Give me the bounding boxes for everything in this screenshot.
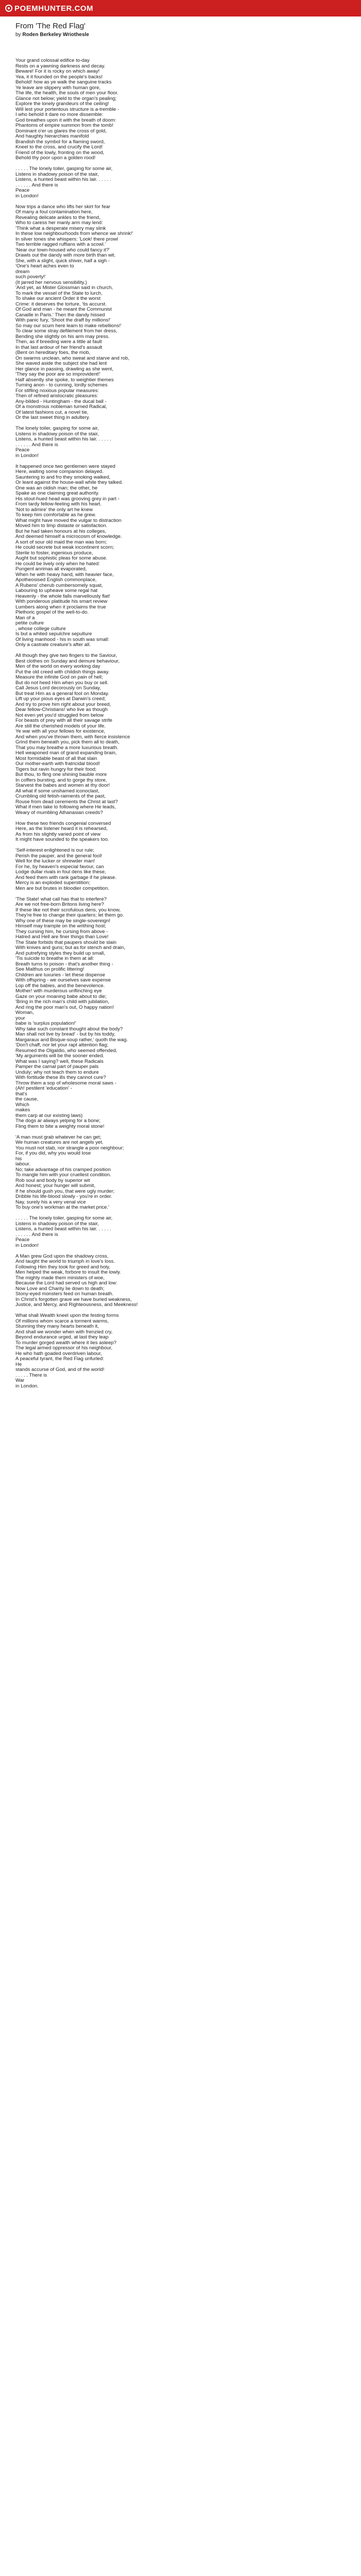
poem-line: The mighty made them ministers of woe, xyxy=(15,1275,105,1281)
poem-line: Brandish the symbol for a flaming sword, xyxy=(15,139,105,145)
poem-line: A peaceful tyrant, the Red Flag unfurled: xyxy=(15,1356,104,1362)
poem-line: them carp at our existing laws) xyxy=(15,1112,83,1118)
poem-line: Then, as if breeding were a little at fault xyxy=(15,339,102,345)
poem-line: 'Bring in the rich man's child with jubilation, xyxy=(15,999,109,1005)
poem-line: Apotheosised English commonplace, xyxy=(15,577,97,583)
poem-line: 'Self-interest enlightened is our rule; xyxy=(15,848,94,853)
poem-line: But he had taken honours at his colleges, xyxy=(15,528,107,534)
poem-line: Men are but brutes in bloodier competition. xyxy=(15,885,109,891)
stanza xyxy=(15,897,346,1130)
poem-line: Lumbers along when it proclaims the true xyxy=(15,604,106,610)
poem-line: Put the old creed with childish things away. xyxy=(15,669,110,675)
poem-line: . . . . . The lonely toiler, gasping for some air, xyxy=(15,1215,113,1221)
poem-line: Glance not below; yield to the organ's pealing; xyxy=(15,95,117,101)
poem-line: Her glance in passing, drawling as she went, xyxy=(15,366,113,372)
poem-line: Plethoric gospel of the well-to-do. xyxy=(15,609,89,615)
poem-line: But treat Him as a general fool on Monday. xyxy=(15,690,109,697)
site-logo[interactable]: POEMHUNTER.COM xyxy=(14,4,93,13)
poem-line: With ponderous platitude his smart review xyxy=(15,599,108,604)
poem-line: stands accurse of God, and of the world! xyxy=(15,1367,105,1372)
poem-line: babe is 'surplus population!' xyxy=(15,1021,76,1026)
poem-line: The legal armed oppressor of his neighbour, xyxy=(15,1345,112,1351)
poem-line: Two terrible ragged ruffians with a scowl.' xyxy=(15,242,106,247)
poem-line: Half absently she spoke, to weightier themes xyxy=(15,377,114,383)
poem-line: God breathes upon it with the breath of doom: xyxy=(15,117,117,123)
poem-line: And honest; your hunger will submit, xyxy=(15,1183,95,1189)
poem-line: We human creatures are not angels yet. xyxy=(15,1140,104,1145)
poem-line: See Malthus on prolific littering! xyxy=(15,967,85,972)
poem-line: Pungent anrimas all evaporated, xyxy=(15,566,87,572)
stanza xyxy=(15,1135,346,1211)
poem-line: Who to caress her manly arm may lend: xyxy=(15,220,103,226)
poem-line: A Man grew God upon the shadowy cross, xyxy=(15,1253,109,1259)
poem-line: Breath turns to poison - that's another thing - xyxy=(15,961,113,967)
poem-line: With fortitude these ills they cannot cure? xyxy=(15,1075,106,1080)
poem-line: Measure the infinite God on pain of hell; xyxy=(15,674,103,680)
poem-line: They cursing him, he cursing from above - xyxy=(15,928,108,935)
poem-line: Peace xyxy=(15,447,30,453)
poem-line: And try to prove him right about your breed, xyxy=(15,701,111,707)
poem-line: Fling them to bite a weighty moral stone! xyxy=(15,1123,105,1129)
poem-line: in London! xyxy=(15,193,39,199)
stanza xyxy=(15,1216,346,1248)
poem-line: Here, waiting some companion delayed. xyxy=(15,469,104,474)
poem-line: Unduly; why not teach them to endure xyxy=(15,1069,99,1075)
poem-line: What was I saying? well, these Radicals xyxy=(15,1058,104,1064)
poem-line: Stunning they many hearts beneath it, xyxy=(15,1324,99,1329)
poem-line: The dogs ar always yelping for a bone; xyxy=(15,1118,101,1124)
poem-line: 'A man must grab whatever he can get; xyxy=(15,1134,102,1140)
poem-line: What might have moved the vulgar to distraction xyxy=(15,517,122,523)
poem-line: One was an oldish man; the other, he xyxy=(15,485,97,491)
poem-line: Rests on a yawning darkness and decay. xyxy=(15,63,106,69)
poem-line: Here, as the listener heard it is rehearsed, xyxy=(15,826,108,832)
poem-line: Kneel to the cross, and crucify the Lord! xyxy=(15,144,103,150)
poem-line: Beyond endurance urged, at last they leap xyxy=(15,1334,109,1340)
poem-line: Yea, it it founded on the people's backs! xyxy=(15,74,103,80)
poem-line: Listens in shadowy poison of the stair, xyxy=(15,431,99,437)
poem-line: (It jarred her nervous sensibility.) xyxy=(15,279,87,285)
poem-line: A sort of sour old maid the man was born; xyxy=(15,539,107,545)
poem-line: Of millions whom scarce a torment warms, xyxy=(15,1318,109,1324)
poem-line: in London! xyxy=(15,1242,39,1248)
poem-line: If these like not their scrofulous dens, you know, xyxy=(15,907,121,913)
poem-line: (Ah! pestilent 'education' - xyxy=(15,1086,72,1091)
poem-line: His stout-hued head was grooving grey in part - xyxy=(15,496,120,502)
stanza xyxy=(15,58,346,161)
poem-line: 'My arguments will be the sooner ended. xyxy=(15,1053,104,1059)
stanza xyxy=(15,821,346,843)
poem-line: He could secrete but weak incontinent scorn; xyxy=(15,545,114,550)
poem-line: that's xyxy=(15,1091,27,1097)
poem-line: Man of a xyxy=(15,615,35,621)
poem-line: Friend of the lowly, fronting on the wood, xyxy=(15,149,105,156)
poem-line: Dribble his life-blood slowly - you're in order. xyxy=(15,1194,112,1199)
poem-line: To clear some stray defilement from her dress, xyxy=(15,328,118,334)
poem-line: Of living manhood - his in south was small: xyxy=(15,636,109,642)
poem-line: All though they give two fingers to the Saviour, xyxy=(15,653,117,658)
poem-line: The life, the health, the souls of men your floor. xyxy=(15,90,119,96)
poem-line: To mark the vessel of the State to lurch, xyxy=(15,290,103,296)
poem-line: And ring the poor man's out, O happy nation! xyxy=(15,1004,114,1010)
poem-line: Beware! For it is rocky on which away! xyxy=(15,69,100,74)
poem-line: Why take such constant thought about the body? xyxy=(15,1026,123,1032)
poem-line: Canaille in Paris.' Then the dandy hissed xyxy=(15,312,105,318)
poem-line: Drawls out the dandy with more birth than wit. xyxy=(15,252,116,258)
poem-line: All what if some unshamed iconoclast, xyxy=(15,788,100,794)
poem-line: Are we not free-born Britons living here? xyxy=(15,902,104,907)
poem-line: Gaze on your moaning babe about to die; xyxy=(15,993,107,999)
poem-line: Pamper the carnal part of pauper pals xyxy=(15,1064,99,1070)
poem-line: Listens in shadowy poison of the stair, xyxy=(15,1221,99,1227)
poem-line: To keep him comfortable as he grew. xyxy=(15,512,96,518)
poem-line: Our mother-earth with fratricidal blood! xyxy=(15,761,100,767)
poem-byline xyxy=(15,32,346,38)
poem-line: Perish the pauper, and the general fool! xyxy=(15,853,103,859)
poem-line: Sterile to foster, ingenious produce, xyxy=(15,550,93,556)
poem-line: Of latest fashions cut, a novel tie, xyxy=(15,409,89,415)
poem-line: It might have sounded to the speakers too. xyxy=(15,837,109,842)
poem-line: his xyxy=(15,1156,22,1162)
stanza xyxy=(15,166,346,199)
poem-line: And when you've thrown them, with fierce insistence xyxy=(15,734,130,740)
poem-line: With panic fury, 'Shoot the draff by millions!' xyxy=(15,317,111,323)
poem-line: . . . . . . And there is xyxy=(15,1231,58,1238)
poem-line: Mother! with murderous unflinching eye xyxy=(15,988,102,994)
poem-line: Following Him they took for greed and holy, xyxy=(15,1264,110,1270)
author-link[interactable]: Roden Berkeley Wriothesle xyxy=(22,32,89,38)
poem-line: But thou, to fling one shining bauble more xyxy=(15,772,107,777)
poem-line: In coffers bursting, and to gorge thy store, xyxy=(15,777,107,783)
poem-line: In silver tones she whispers: 'Look! there prowl xyxy=(15,236,118,242)
stanza xyxy=(15,1313,346,1389)
poem-line: Himself may trample on the writhing host; xyxy=(15,923,106,929)
poem-line: To murder gorged wealth where it lies asleep? xyxy=(15,1340,117,1346)
poem-line: 'One's heart aches even to xyxy=(15,263,74,269)
poem-line: . . . . . . And there is xyxy=(15,442,58,448)
poem-line: A Rubens' cherub cumbersomely squat, xyxy=(15,582,103,588)
poem-line: Crumbling old fetish-raiments of the past, xyxy=(15,793,106,799)
poem-line: To shake our ancient Order it the worst xyxy=(15,296,101,301)
poem-line: The lonely toiler, gasping for some air, xyxy=(15,426,99,431)
poem-line: He who hath goaded overdriven labour, xyxy=(15,1350,102,1357)
poem-line: Revealing delicate ankles to the friend, xyxy=(15,214,101,221)
poem-line: What if men take to following where He leads, xyxy=(15,804,116,810)
poem-line: To mangle him with your cruellest condition. xyxy=(15,1172,111,1178)
poem-line: (Bent on hereditary foes, the mob, xyxy=(15,350,91,355)
poem-line: . . . . . The lonely toiler, gasping for some air, xyxy=(15,166,113,172)
poem-line: And haughty hierarchies manifold xyxy=(15,133,89,139)
poem-line: And taught the world to triumph in love's loss. xyxy=(15,1259,115,1264)
poem-line: It happened once two gentlemen were stayed xyxy=(15,463,116,469)
poem-line: Grind them beneath you, pick them all to death, xyxy=(15,739,120,745)
poem-line: Weary of mumbling Athanasian creeds? xyxy=(15,809,103,816)
stanza xyxy=(15,205,346,421)
poem-line: Peace xyxy=(15,188,30,193)
poem-line: No; take advantage of his cramped position xyxy=(15,1166,111,1173)
poem-line: Rob soul and body by superior wit xyxy=(15,1177,90,1183)
poem-line: 'The State! what call has that to interfere? xyxy=(15,896,107,902)
poem-line: Resumed the Olgaldio, who seemed offended, xyxy=(15,1047,118,1054)
byline-prefix: by xyxy=(15,32,21,38)
poem-line: He could be lively only when he hated: xyxy=(15,561,100,567)
poem-line: In Christ's forgotten grave we have buried weakness, xyxy=(15,1296,132,1302)
stanza xyxy=(15,848,346,891)
poem-line: Lop off the babies, and the benevolence. xyxy=(15,982,105,989)
poem-line: Hell weaponed man of grand expanding brain, xyxy=(15,750,117,756)
poem-line: Most formidable beast of all that slain xyxy=(15,755,97,761)
poem-line: Your grand colossal edifice to-day xyxy=(15,58,90,63)
poem-line: Lodge dullar rivals in foul dens like these, xyxy=(15,869,106,875)
stanza xyxy=(15,464,346,648)
poem-line: To buy one's workman at the market price.' xyxy=(15,1205,109,1210)
poem-line: Which xyxy=(15,1101,29,1108)
poem-line: In that last ardour of her friend's assault xyxy=(15,344,103,350)
poem-line: Are still the cherished models of your life. xyxy=(15,723,106,729)
poem-line: Starvest the babes and women at thy door! xyxy=(15,783,110,788)
poem-line: Woman, xyxy=(15,1010,34,1015)
poem-line: Dominant o'er us glares the cross of gold, xyxy=(15,128,107,134)
poem-line: Mercy is an exploded superstition; xyxy=(15,880,91,886)
poem-line: And feed them with rank garbage if he please. xyxy=(15,874,117,880)
poem-line: such poverty!' xyxy=(15,274,46,280)
poem-line: . . . . . . And there is xyxy=(15,182,58,188)
poem-line: Sauntering to and fro they smoking walked, xyxy=(15,474,110,480)
poem-line: 'And yet, as Mister Glossman said in church, xyxy=(15,285,113,291)
poem-line: Aught but sophistic pleas for some abuse. xyxy=(15,555,108,561)
poem-line: For stifling noxious popular measures: xyxy=(15,387,100,394)
poem-line: Or the last sweet thing in adultery. xyxy=(15,415,90,420)
poem-line: Best clothes on Sunday and demure behaviour, xyxy=(15,658,120,664)
poem-line: Listens in shadowy poison of the stair, xyxy=(15,171,99,177)
poem-line: So may our scum here learn to make rebellions!' xyxy=(15,323,122,329)
poem-line: She, with a slight, quick shiver, half a sigh - xyxy=(15,258,110,264)
poem-line: Men helped the weak, forbore to insult the lowly. xyxy=(15,1269,121,1275)
poem-line: 'Tis suicide to breathe in them at all: xyxy=(15,956,94,961)
poem-line: Behold thy poor upon a golden rood! xyxy=(15,155,96,161)
poem-line: Margaraux and Bisque-soup rather,' quoth the wag. xyxy=(15,1037,128,1043)
poem-line: . . . . . There is xyxy=(15,1372,47,1378)
poem-line: From tardy fellow-feeling with his heart. xyxy=(15,501,102,507)
poem-line: The State forbids that paupers should be slain xyxy=(15,939,117,945)
poem-line: Of God and man - he meant the Communist xyxy=(15,307,112,312)
poem-title: From 'The Red Flag' xyxy=(15,22,86,30)
poem-line: Ye war with all your fellows for existence, xyxy=(15,728,106,734)
poem-line: Throw them a sop of wholesome moral saws - xyxy=(15,1080,117,1086)
poem-line: Then of refined aristocratic pleasures: xyxy=(15,393,99,399)
poem-line: Because the Lord had served us high and low: xyxy=(15,1280,118,1286)
poem-line: With knives and guns; but as for stench and drain, xyxy=(15,945,125,951)
poem-line: Will lest your portentous structure is a-tremble - xyxy=(15,106,120,112)
poem-line: makes xyxy=(15,1107,30,1113)
poem-line: your xyxy=(15,1015,25,1021)
poem-line: Crime: it deserves the torture, 'tis accurst. xyxy=(15,301,107,307)
poem-line: Justice, and Mercy, and Righteousness, and Meekness! xyxy=(15,1302,138,1308)
poem-line: Now Love and Charity lie down to death; xyxy=(15,1285,105,1292)
poem-line: Call Jesus Lord decorously on Sunday, xyxy=(15,685,101,691)
poem-line: If he should gush you, that were ugly murder; xyxy=(15,1188,114,1194)
poem-line: Peace xyxy=(15,1237,30,1243)
poem-line: Hatred and Hell are finer things than Love! xyxy=(15,934,109,940)
poem-line: the cause, xyxy=(15,1096,39,1102)
poem-line: Not even yet you'd struggled from below xyxy=(15,712,104,718)
poem-line: She waved aside the subject she had lent xyxy=(15,361,107,366)
poem-line: Man shall not live by bread' - but by his toddy, xyxy=(15,1031,116,1037)
poem-line: And shall we wonder when with frenzied cry, xyxy=(15,1329,113,1335)
poem-line: For, if you did, why you would lose xyxy=(15,1150,91,1156)
poem-line: With offspring - we ourselves save expense xyxy=(15,977,111,983)
poem-line: Children are luxuries - let these dispense xyxy=(15,972,105,978)
poem-line: Heavenly - the whole falls marvellously flat! xyxy=(15,593,110,599)
poem-line: And putrefying styles they build up small, xyxy=(15,950,105,956)
poem-line: Stony-eyed monsters feed on human breath. xyxy=(15,1291,113,1297)
poem-line: They're free to change their quarters; let them go. xyxy=(15,912,124,918)
poem-line: And deemed himself a microcosm of knowledge. xyxy=(15,534,122,539)
poem-line: Now trips a dance who lifts her skirt for fear xyxy=(15,204,110,210)
poem-line: Of many a foul contamination here, xyxy=(15,209,93,215)
poem-line: In these low neighbourhoods from whence we shrink!' xyxy=(15,231,133,236)
poem-line: Bending she slightly on his arm may press. xyxy=(15,333,110,340)
poem-line: Listens, a hunted beast within his lair. . . . . . xyxy=(15,1226,111,1232)
poem-line: Lift up your pious eyes at Darwin's creed; xyxy=(15,696,106,702)
poem-line: Phantoms of empire summon from the tomb! xyxy=(15,123,113,128)
poem-line: 'Think what a desperate misery may slink xyxy=(15,225,106,231)
poem-line: Behold! how as ye walk the sanguine tracks xyxy=(15,79,112,85)
poem-line: Well for the lucker or shrewder man! xyxy=(15,858,95,864)
poem-line: labour. xyxy=(15,1161,30,1167)
poem-line: Is but a whited sepulchre sepulture xyxy=(15,631,92,637)
poem-line: 'Don't chaff, nor let your rapt attention flag; xyxy=(15,1042,109,1048)
poem-line: For he, by heaven's especial favour, can xyxy=(15,863,104,870)
poem-line: Listens, a hunted beast within his lair. . . . . . xyxy=(15,177,111,182)
poem-line: Any-bilded - Huntingham - the ducal ball - xyxy=(15,398,107,404)
poemhunter-logo-icon[interactable] xyxy=(5,5,12,12)
stanza xyxy=(15,653,346,816)
poem-line: , whose college culture xyxy=(15,625,66,632)
poem-line: 'They say the poor are so improvident!' xyxy=(15,371,101,377)
stanza xyxy=(15,426,346,459)
poem-line: Turning anon - to cunning, lordly schemes xyxy=(15,382,108,388)
stanza xyxy=(15,1254,346,1308)
poem-line: Why one of these may be single-sovereign! xyxy=(15,918,110,924)
poem-line: in London! xyxy=(15,452,39,459)
poem-header xyxy=(0,16,361,38)
site-header xyxy=(0,0,361,16)
poem-line: He xyxy=(15,1361,22,1367)
poem-line: Men of the world on every working day xyxy=(15,664,101,669)
poem-line: On swarms unclean, who sweat and starve and rob, xyxy=(15,355,129,361)
poem-line: Or leant against the house-wall while they talked. xyxy=(15,480,123,485)
poem-line: You must not stab, nor strangle a poor neighbour; xyxy=(15,1145,124,1151)
poem-line: Ye leave are slippery with human gore, xyxy=(15,84,101,91)
poem-line: I who behold it dare no more dissemble: xyxy=(15,112,104,117)
poem-line: As from his slightly varied point of view xyxy=(15,831,101,837)
poem-line: Only a castrate creature's after all. xyxy=(15,642,91,648)
poem-line: Explore the lonely grandeurs of the ceiling! xyxy=(15,101,109,107)
poem-line: Spake as one claiming great authority. xyxy=(15,490,100,496)
poem-line: When he with heavy hand, with heavier face, xyxy=(15,571,114,578)
poem-line: Of a monstrous nobleman turned Radical, xyxy=(15,404,107,410)
poem-line: petite culture xyxy=(15,620,44,626)
poem-line: 'Not to admire' the only art he knew xyxy=(15,506,93,513)
poem-line: How these two friends congenial conversed xyxy=(15,820,111,826)
poem-line: in London. xyxy=(15,1383,39,1389)
poem-line: That you may breathe a more luxurious breath. xyxy=(15,744,119,751)
poem-line: Listens, a hunted beast within his lair. . . . . . xyxy=(15,436,111,442)
poem-line: 'Near our town-housed who could fancy it?' xyxy=(15,247,110,253)
poem-line: Moved him to limp distaste or satisfaction. xyxy=(15,523,108,529)
poem-line: Rouse from dead cerements the Christ at last? xyxy=(15,799,118,805)
poem-line: What shall Wealth kneel upon the festing forms xyxy=(15,1313,119,1318)
poem-line: dream xyxy=(15,268,30,275)
poem-body xyxy=(0,58,361,1389)
poem-line: Tigers but ravin hungry for their food; xyxy=(15,766,96,772)
poem-line: But do not heed Him when you buy or sell. xyxy=(15,680,109,686)
poem-line: Dear fellow-Christians! who live as though xyxy=(15,707,108,713)
poem-line: Labouring to upheave some regal hat xyxy=(15,588,97,594)
poem-line: For beasts of prey with all their savage strife xyxy=(15,718,112,723)
poem-line: Nay, surely his a very venal vice xyxy=(15,1199,86,1205)
poem-line: War xyxy=(15,1378,25,1383)
